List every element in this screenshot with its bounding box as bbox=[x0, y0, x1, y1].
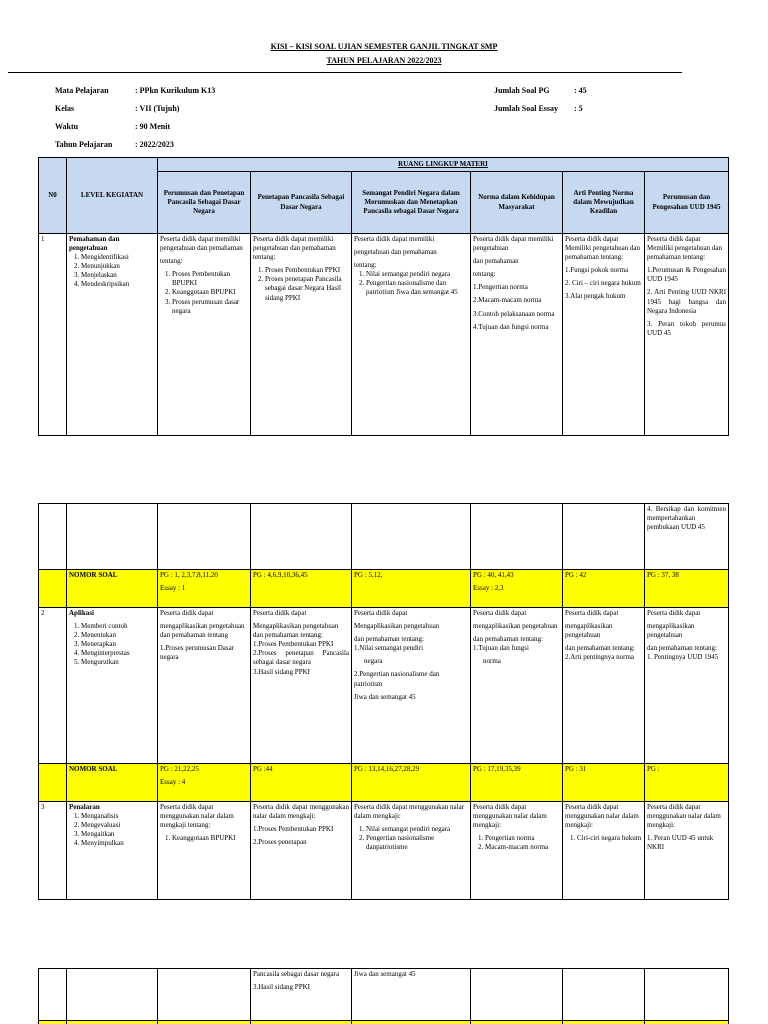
nomor1-col5: PG : 42 bbox=[563, 570, 645, 608]
cell-text: Peserta didik dapat memiliki pengetahuan dan pemahaman tentang: bbox=[253, 235, 336, 262]
cell-text: Peserta didik dapat bbox=[473, 609, 527, 617]
mapel-value: : PPkn Kurikulum K13 bbox=[135, 86, 216, 95]
header-ruang-lingkup: RUANG LINGKUP MATERI bbox=[158, 158, 729, 172]
list-item: 1. Memberi contoh bbox=[81, 622, 155, 631]
nomor1-col3: PG : 5,12, bbox=[352, 570, 471, 608]
nomor2-col5: PG : 31 bbox=[563, 764, 645, 802]
cell-text: Peserta didik dapat menggunakan nalar dalam mengkaji: bbox=[354, 803, 465, 821]
list-item: 3. Menjelaskan bbox=[81, 271, 155, 280]
list-item: 2. Menentukan bbox=[81, 631, 155, 640]
row2-col5 bbox=[563, 608, 645, 764]
cell-text: tentang: bbox=[473, 270, 496, 279]
cell-text: Peserta didik dapat bbox=[160, 609, 214, 617]
nomor1-label: NOMOR SOAL bbox=[67, 570, 158, 608]
cell-text: 1.Proses Pembentukan PPKI bbox=[253, 825, 334, 834]
row2-level-title: Aplikasi bbox=[69, 609, 94, 617]
row2-col2 bbox=[251, 608, 352, 764]
list-item: 2. Proses penetapan Pancasila sebagai dasar Negara Hasil sidang PPKI bbox=[265, 275, 349, 302]
table-row bbox=[39, 504, 729, 570]
cell-text: Peserta didik dapat menggunakan nalar dalam mengkaji: bbox=[473, 803, 547, 830]
cont3-col2 bbox=[251, 969, 352, 1021]
cell-text: 1.Nilai semangat pendiri bbox=[354, 644, 424, 653]
list-item: 1. Keanggotaan BPUPKI bbox=[172, 834, 248, 843]
nomor1-col4 bbox=[471, 570, 563, 608]
cell-text: pengetahuan dan pemahaman bbox=[354, 248, 437, 257]
nomor2-col3: PG : 13,14,16,27,28,29 bbox=[352, 764, 471, 802]
cell-text: mengaplikasikan pengetahuan bbox=[565, 622, 613, 640]
cell-text: 2.Proses penetapan bbox=[253, 838, 307, 847]
row3-col3 bbox=[352, 802, 471, 900]
row3-col6 bbox=[645, 802, 729, 900]
row2-col3 bbox=[352, 608, 471, 764]
cell-text: Mengaplikasikan pengetahuan bbox=[354, 622, 440, 631]
divider bbox=[8, 72, 682, 73]
table-row bbox=[39, 608, 729, 764]
kisi-table-page2 bbox=[38, 503, 729, 900]
cell-text: Jiwa dan semangat 45 bbox=[354, 692, 416, 701]
cell-text: PG : 1, 2,3,7,8,11,20 bbox=[160, 571, 218, 579]
table-row bbox=[39, 764, 729, 802]
kisi-table-page1 bbox=[38, 157, 729, 436]
list-item: 1. Nilai semangat pendiri negara bbox=[366, 270, 468, 279]
header-col3: Semangat Pendiri Negara dalam Merumuskan dan Menetapkan Pancasila sebagai Dasar Negara bbox=[352, 172, 471, 234]
cell-text: mengaplikasikan pengetahuan dan pemahaman tentang bbox=[160, 622, 245, 640]
table-row bbox=[39, 802, 729, 900]
list-item: 1. Proses Pembentukan PPKI bbox=[265, 266, 349, 275]
cell-text: tentang: bbox=[354, 261, 377, 270]
list-item: 1. Pengertian norma bbox=[485, 834, 560, 843]
nomor1-col6: PG : 37, 38 bbox=[645, 570, 729, 608]
cell-text: dan pemahaman tentang: bbox=[565, 644, 635, 653]
list-item: 3. Menerapkan bbox=[81, 640, 155, 649]
nomor1-col2: PG : 4,6,9,10,36,45 bbox=[251, 570, 352, 608]
kelas-label: Kelas bbox=[55, 104, 75, 113]
mapel-label: Mata Pelajaran bbox=[55, 86, 109, 95]
cont3-col3: Jiwa dan semangat 45 bbox=[352, 969, 471, 1021]
cell-text: 2. Ciri – ciri negara hukum bbox=[565, 279, 641, 288]
row1-level bbox=[67, 234, 158, 436]
row1-no: 1 bbox=[39, 234, 67, 436]
cell-text: dan pemahaman tentang: bbox=[473, 635, 543, 644]
nomor2-col6: PG : bbox=[645, 764, 729, 802]
list-item: 5. Mengurutkan bbox=[81, 658, 155, 667]
row3-col5 bbox=[563, 802, 645, 900]
cell-text: Peserta didik dapat menggunakan nalar dalam mengkaji: bbox=[647, 803, 721, 830]
row3-col2 bbox=[251, 802, 352, 900]
cell-text: Peserta didik dapat Memiliki pengetahuan dan pemahaman tentang: bbox=[565, 235, 641, 262]
table-row bbox=[39, 969, 729, 1021]
row1-col2 bbox=[251, 234, 352, 436]
cell-text: 1.Tujuan dan fungsi bbox=[473, 644, 529, 653]
cell-text: dan pemahaman bbox=[473, 257, 519, 266]
cell-text: 1.Pengertian norma bbox=[473, 283, 528, 292]
row2-no: 2 bbox=[39, 608, 67, 764]
cell-text: Mengaplikasikan pengetahuan dan pemahaman tentang: bbox=[253, 622, 339, 640]
list-item: 1. Menganalisis bbox=[81, 812, 155, 821]
nomor2-col1 bbox=[158, 764, 251, 802]
list-item: 1. Mengidentifikasi bbox=[81, 253, 155, 262]
row3-no: 3 bbox=[39, 802, 67, 900]
document-title: KISI – KISI SOAL UJIAN SEMESTER GANJIL TINGKAT SMP bbox=[270, 42, 498, 51]
row2-col1 bbox=[158, 608, 251, 764]
table-row bbox=[39, 570, 729, 608]
list-item: 4. Mendeskripsikan bbox=[81, 280, 155, 289]
table-row bbox=[39, 234, 729, 436]
kelas-value: : VII (Tujuh) bbox=[135, 104, 180, 113]
cell-text: 3.Alat pengak hukum bbox=[565, 292, 626, 301]
nomor1-col1 bbox=[158, 570, 251, 608]
list-item: 4. Menyimpulkan bbox=[81, 839, 155, 848]
row1-col1 bbox=[158, 234, 251, 436]
cell-text: Peserta didik dapat bbox=[354, 609, 408, 617]
cell-text: Essay : 1 bbox=[160, 584, 186, 593]
cell-text: 1. Peran UUD 45 untuk NKRI bbox=[647, 834, 714, 852]
cell-text: Essay : 4 bbox=[160, 778, 186, 787]
cell-text: dan pemahaman tentang: bbox=[647, 644, 717, 653]
cell-text: 2. Arti Penting UUD NKRI 1945 bagi bangsa dan Negara Indonesia bbox=[647, 288, 727, 315]
list-item: 4. Menginterprestas bbox=[81, 649, 155, 658]
cell-text: negara bbox=[364, 657, 383, 666]
row1-col3 bbox=[352, 234, 471, 436]
essay-label: Jumlah Soal Essay bbox=[494, 104, 559, 113]
list-item: 1. Nilai semangat pendiri negara bbox=[366, 825, 468, 834]
cell-text: Peserta didik dapat bbox=[253, 609, 307, 617]
cell-text: Essay : 2,3 bbox=[473, 584, 504, 593]
cont1-col6: 4. Bersikap dan komitmen mempertahankan pembukaan UUD 45 bbox=[645, 504, 729, 570]
row2-col6 bbox=[645, 608, 729, 764]
waktu-label: Waktu bbox=[55, 122, 79, 131]
cell-text: Peserta didik dapat bbox=[647, 609, 701, 617]
cell-text: Peserta didik dapat menggunakan nalar dalam mengkaji: bbox=[253, 803, 349, 821]
nomor2-col4: PG : 17,19,35,39 bbox=[471, 764, 563, 802]
cell-text: 1.Perumusan & Pengesahan UUD 1945 bbox=[647, 266, 727, 284]
row3-col4 bbox=[471, 802, 563, 900]
list-item: 2. Keanggotaan BPUPKI bbox=[172, 288, 248, 297]
cell-text: 1.Proses perumusan Dasar negara bbox=[160, 644, 235, 662]
nomor2-label: NOMOR SOAL bbox=[67, 764, 158, 802]
kisi-table-page3 bbox=[38, 968, 729, 1024]
tahun-label: Tahun Pelajaran bbox=[55, 140, 113, 149]
header-col6: Perumusan dan Pengesahan UUD 1945 bbox=[645, 172, 729, 234]
cell-text: 2.Pengertian nasionalisme dan patriotism bbox=[354, 670, 440, 688]
row3-level bbox=[67, 802, 158, 900]
list-item: 2. Mengevaluasi bbox=[81, 821, 155, 830]
tahun-value: : 2022/2023 bbox=[135, 140, 174, 149]
cell-text: Peserta didik dapat memiliki pengetahuan dan pemahaman bbox=[160, 235, 243, 253]
waktu-value: : 90 Menit bbox=[135, 122, 171, 131]
row3-col1 bbox=[158, 802, 251, 900]
pg-value: : 45 bbox=[574, 86, 587, 95]
row3-level-title: Penalaran bbox=[69, 803, 100, 811]
table-row bbox=[39, 1021, 729, 1024]
cell-text: 2.Arti pentingnya norma bbox=[565, 653, 635, 662]
cell-text: Peserta didik dapat bbox=[565, 609, 619, 617]
cell-text: 1.Proses Pembentukan PPKI bbox=[253, 640, 334, 649]
list-item: 2. Macam-macam norma bbox=[485, 843, 560, 852]
row1-col5 bbox=[563, 234, 645, 436]
cell-text: Pancasila sebagai dasar negara bbox=[253, 970, 340, 978]
cell-text: 3.Hasil sidang PPKI bbox=[253, 667, 310, 676]
list-item: 1. Proses Pembentukan BPUPKI bbox=[172, 270, 248, 288]
cell-text: 3. Peran tokoh perumus UUD 45 bbox=[647, 319, 727, 337]
header-col4: Norma dalam Kehidupan Masyarakat bbox=[471, 172, 563, 234]
cell-text: 3.Hasil sidang PPKI bbox=[253, 983, 310, 992]
cell-text: Peserta didik dapat Memiliki pengetahuan dan pemahaman tentang: bbox=[647, 235, 723, 262]
list-item: 2. Pengertian nasionalisme danpatriotisme bbox=[366, 834, 468, 852]
header-no: N0 bbox=[39, 158, 67, 234]
row1-level-title: Pemahaman dan pengetahuan bbox=[69, 235, 120, 253]
cell-text: 1. Pentingnya UUD 1945 bbox=[647, 653, 719, 662]
cell-text: PG : 40, 41,43 bbox=[473, 571, 514, 579]
cell-text: PG : 21,22,25 bbox=[160, 765, 199, 773]
row2-level bbox=[67, 608, 158, 764]
row1-col6 bbox=[645, 234, 729, 436]
cell-text: 3.Contoh pelaksanaan norma bbox=[473, 309, 555, 318]
cell-text: tentang: bbox=[160, 257, 183, 266]
cell-text: Peserta didik dapat menggunakan nalar dalam mengkaji: bbox=[565, 803, 639, 830]
cell-text: 4.Tujuan dan fungsi norma bbox=[473, 322, 549, 331]
nomor2-col2: PG :44 bbox=[251, 764, 352, 802]
cell-text: mengaplikasikan pengetahuan bbox=[473, 622, 558, 631]
list-item: 2. Menunjukkan bbox=[81, 262, 155, 271]
pg-label: Jumlah Soal PG bbox=[494, 86, 550, 95]
essay-value: : 5 bbox=[574, 104, 583, 113]
header-level: LEVEL KEGIATAN bbox=[67, 158, 158, 234]
cell-text: mengaplikasikan pengetahuan bbox=[647, 622, 695, 640]
cell-text: 1.Fungsi pokok norma bbox=[565, 266, 629, 275]
cell-text: Peserta didik dapat menggunakan nalar dalam mengkaji tentang: bbox=[160, 803, 234, 830]
cell-text: 2.Proses penetapan Pancasila sebagai dasar negara bbox=[253, 649, 349, 667]
row1-col4 bbox=[471, 234, 563, 436]
list-item: 3. Proses perumusan dasar negara bbox=[172, 298, 248, 316]
row2-col4 bbox=[471, 608, 563, 764]
cell-text: 2.Macam-macam norma bbox=[473, 296, 542, 305]
header-col5: Arti Penting Norma dalam Mewujudkan Keadilan bbox=[563, 172, 645, 234]
header-col1: Perumusan dan Penetapan Pancasila Sebagai Dasar Negara bbox=[158, 172, 251, 234]
cell-text: Peserta didik dapat memiliki bbox=[354, 235, 435, 243]
cell-text: Peserta didik dapat memiliki pengetahuan bbox=[473, 235, 554, 253]
cell-text: norma bbox=[483, 657, 501, 666]
list-item: 2. Pengertian nasionalisme dan patriotism Jiwa dan semangat 45 bbox=[366, 279, 468, 297]
cell-text: dan pemahaman tentang: bbox=[354, 635, 424, 644]
list-item: 1. Ciri-ciri negara hukum bbox=[577, 834, 642, 843]
document-subtitle: TAHUN PELAJARAN 2022/2023 bbox=[326, 56, 442, 65]
header-col2: Penetapan Pancasila Sebagai Dasar Negara bbox=[251, 172, 352, 234]
list-item: 3. Mengaitkan bbox=[81, 830, 155, 839]
